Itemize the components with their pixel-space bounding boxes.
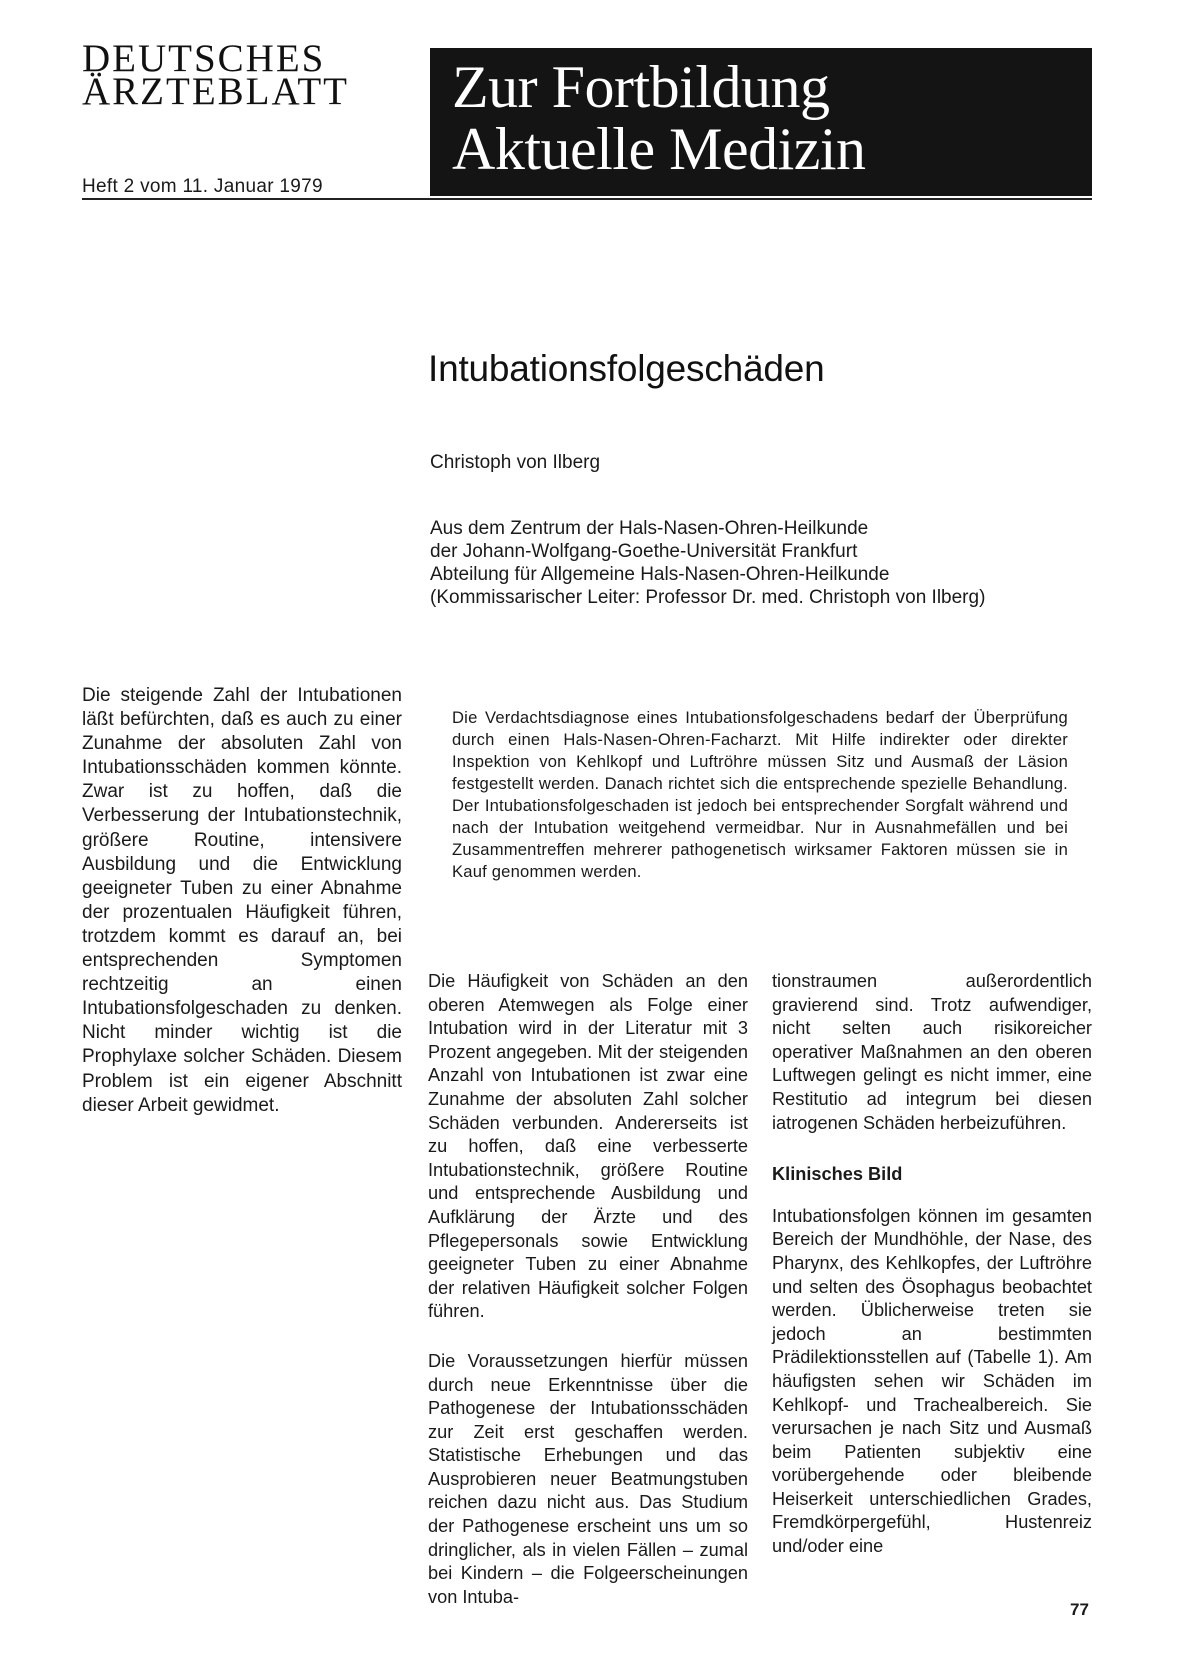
affiliation-line: Abteilung für Allgemeine Hals-Nasen-Ohren-Heilkunde: [430, 564, 890, 585]
body-paragraph: tionstraumen außerordentlich gravierend sind. Trotz aufwendiger, nicht selten auch risikoreicher operativer Maßnahmen an den oberen Luftwegen gelingt es nicht immer, eine Restitutio ad integrum bei diesen iatrogenen Schäden herbeizuführen.: [772, 971, 1092, 1133]
journal-name-line1: DEUTSCHES: [82, 37, 326, 80]
affiliation-line: (Kommissarischer Leiter: Professor Dr. med. Christoph von Ilberg): [430, 587, 986, 608]
abstract: [82, 684, 402, 1118]
section-banner-line2: Aktuelle Medizin: [452, 116, 866, 182]
body-paragraph: Die Voraussetzungen hierfür müssen durch neue Erkenntnisse über die Pathogenese der Intubationsschäden zur Zeit erst geschaffen werden. Statistische Erhebungen und das Ausprobieren neuer Beatmungstuben reichen dazu nicht aus. Das Studium der Pathogenese erscheint uns um so dringlicher, als in vielen Fällen – zumal bei Kindern – die Folgeerscheinungen von Intuba-: [428, 1350, 748, 1607]
affiliation-line: Aus dem Zentrum der Hals-Nasen-Ohren-Heilkunde: [430, 518, 869, 539]
issue-line: Heft 2 vom 11. Januar 1979: [82, 176, 323, 197]
body-column-2: [428, 970, 748, 1609]
header-rule: [82, 198, 1092, 200]
affiliation-line: der Johann-Wolfgang-Goethe-Universität Frankfurt: [430, 541, 858, 562]
summary: [452, 707, 1068, 883]
article-title: Intubationsfolgeschäden: [428, 348, 825, 389]
page-number: 77: [1070, 1600, 1089, 1619]
body-column-3: [772, 970, 1092, 1559]
body-paragraph: Intubationsfolgen können im gesamten Bereich der Mundhöhle, der Nase, des Pharynx, des Kehlkopfes, der Luftröhre und selten des Ösophagus beobachtet werden. Üblicherweise treten sie jedoch an bestimmten Prädilektionsstellen auf (Tabelle 1). Am häufigsten sehen wir Schäden im Kehlkopf- und Trachealbereich. Sie verursachen je nach Sitz und Ausmaß beim Patienten subjektiv eine vorübergehende oder bleibende Heiserkeit unterschiedlichen Grades, Fremdkörpergefühl, Hustenreiz und/oder eine: [772, 1205, 1092, 1557]
section-heading: Klinisches Bild: [772, 1164, 903, 1185]
section-banner: [430, 48, 1092, 196]
summary-text: Die Verdachtsdiagnose eines Intubationsfolgeschadens bedarf der Überprüfung durch einen Hals-Nasen-Ohren-Facharzt. Mit Hilfe indirekter oder direkter Inspektion von Kehlkopf und Luftröhre müssen Sitz und Ausmaß der Läsion festgestellt werden. Danach richtet sich die entsprechende spezielle Behandlung. Der Intubationsfolgeschaden ist jedoch bei entsprechender Sorgfalt während und nach der Intubation weitgehend vermeidbar. Nur in Ausnahmefällen und bei Zusammentreffen mehrerer pathogenetisch wirksamer Faktoren müssen sie in Kauf genommen werden.: [452, 708, 1068, 881]
body-paragraph: Die Häufigkeit von Schäden an den oberen Atemwegen als Folge einer Intubation wird in der Literatur mit 3 Prozent angegeben. Mit der steigenden Anzahl von Intubationen ist zwar eine Zunahme der absoluten Zahl solcher Schäden verbunden. Andererseits ist zu hoffen, daß eine verbesserte Intubationstechnik, größere Routine und entsprechende Ausbildung und Aufklärung der Ärzte und des Pflegepersonals sowie Entwicklung geeigneter Tuben zu einer Abnahme der relativen Häufigkeit solcher Folgen führen.: [428, 971, 748, 1322]
abstract-text: Die steigende Zahl der Intubationen läßt befürchten, daß es auch zu einer Zunahme der absoluten Zahl von Intubationsschäden kommen könnte. Zwar ist zu hoffen, daß die Verbesserung der Intubationstechnik, größere Routine, intensivere Ausbildung und die Entwicklung geeigneter Tuben zu einer Abnahme der prozentualen Häufigkeit führen, trotzdem kommt es darauf an, bei entsprechenden Symptomen rechtzeitig an einen Intubationsfolgeschaden zu denken. Nicht minder wichtig ist die Prophylaxe solcher Schäden. Diesem Problem ist ein eigener Abschnitt dieser Arbeit gewidmet.: [82, 685, 402, 1116]
affiliation: [430, 517, 985, 609]
journal-name-line2: ÄRZTEBLATT: [82, 70, 349, 113]
article-author: Christoph von Ilberg: [430, 452, 601, 473]
journal-name: [82, 37, 402, 113]
section-banner-text: [452, 56, 866, 180]
section-banner-line1: Zur Fortbildung: [452, 54, 830, 120]
